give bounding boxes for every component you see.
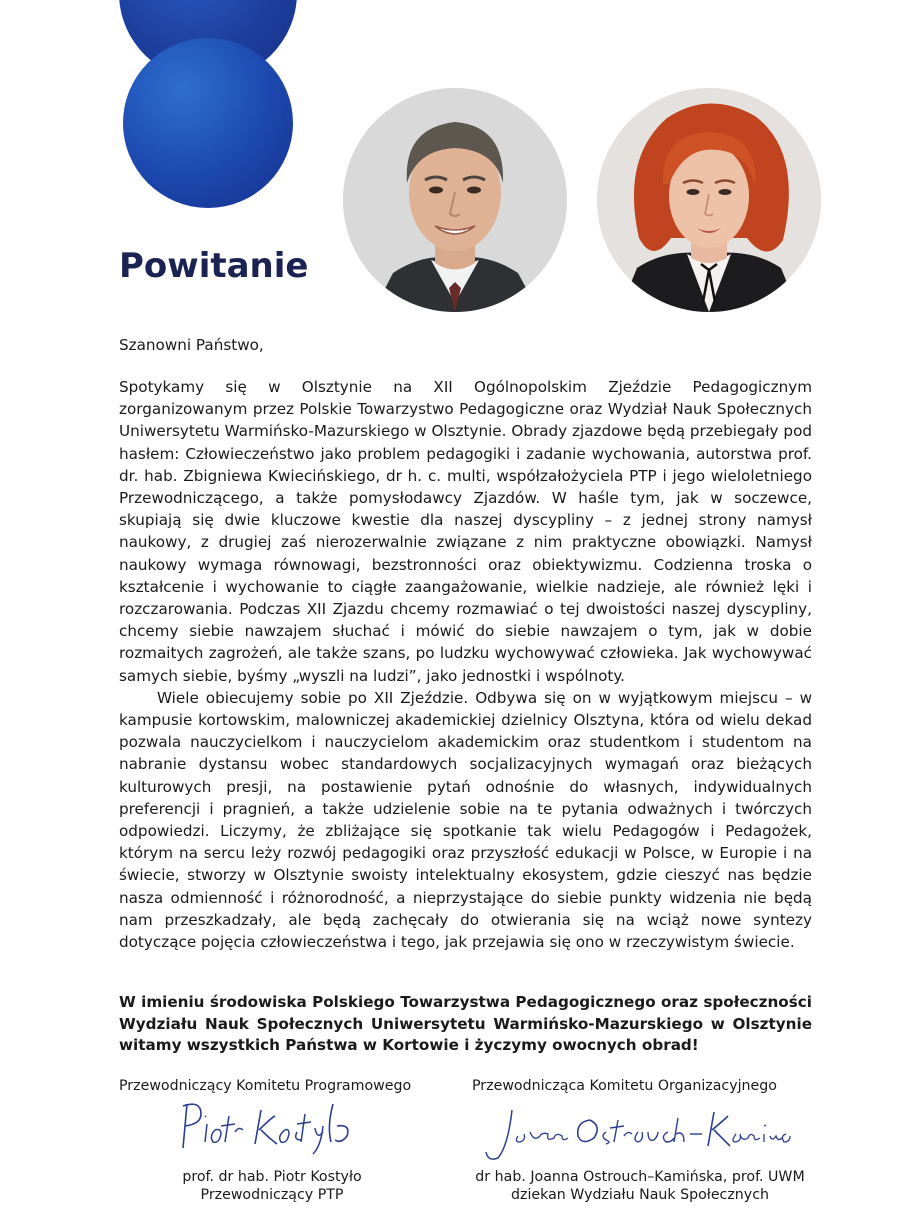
- signatory-title: dziekan Wydziału Nauk Społecznych: [511, 1187, 769, 1203]
- salutation: Szanowni Państwo,: [119, 336, 264, 354]
- signature-piotr-kostylo: [175, 1096, 365, 1162]
- paragraph: Wiele obiecujemy sobie po XII Zjeździe. Odbywa się on w wyjątkowym miejscu – w kampusie kortowskim, malowniczej akademickiej dzielnicy Olsztyna, która od wielu dekad pozwala nauczycielkom i nauczycielom akademickim oraz studentkom i studentom na nabranie dystansu wobec standardowych socjalizacyjnych wymagań oraz bieżących kulturowych presji, na postawienie pytań odnośnie do własnych, indywidualnych preferencji i pragnień, a także udzielenie sobie na te pytania odważnych i twórczych odpowiedzi. Liczymy, że zbliżające się spotkanie tak wielu Pedagogów i Pedagożek, którym na sercu leży rozwój pedagogiki oraz przyszłość edukacji w Polsce, w Europie i na świecie, stworzy w Olsztynie swoisty intelektualny ekosystem, gdzie cieszyć nas będzie nasza odmienność i różnorodność, a nieprzystające do siebie punkty widzenia nie będą nam przeszkadzały, ale będą zachęcały do otwierania się na wciąż nowe syntezy dotyczące pojęcia człowieczeństwa i tego, jak przejawia się ono w rzeczywistym świecie.: [119, 688, 812, 952]
- signatory-role: Przewodnicząca Komitetu Organizacyjnego: [472, 1078, 777, 1094]
- signatory-role: Przewodniczący Komitetu Programowego: [119, 1078, 412, 1094]
- signatory-name: prof. dr hab. Piotr Kostyło: [182, 1169, 362, 1185]
- signatory-title: Przewodniczący PTP: [200, 1187, 344, 1203]
- letter-body: [119, 376, 812, 953]
- paragraph: Spotykamy się w Olsztynie na XII Ogólnopolskim Zjeździe Pedagogicznym zorganizowanym przez Polskie Towarzystwo Pedagogiczne oraz Wydział Nauk Społecznych Uniwersytetu Warmińsko-Mazurskiego w Olsztynie. Obrady zjazdowe będą przebiegały pod hasłem: Człowieczeństwo jako problem pedagogiki i zadanie wychowania, autorstwa prof. dr. hab. Zbigniewa Kwiecińskiego, dr h. c. multi, współzałożyciela PTP i jego wieloletniego Przewodniczącego, a także pomysłodawcy Zjazdów. W haśle tym, jak w soczewce, skupiają się dwie kluczowe kwestie dla naszej dyscypliny – z jednej strony namysł naukowy, z drugiej zaś nierozerwalnie związane z nim praktyczne obowiązki. Namysł naukowy wymaga równowagi, bezstronności oraz obiektywizmu. Codzienna troska o kształcenie i wychowanie to ciągłe zaangażowanie, wielkie nadzieje, ale również lęki i rozczarowania. Podczas XII Zjazdu chcemy rozmawiać o tej dwoistości naszej dyscypliny, chcemy siebie nawzajem słuchać i mówić do siebie nawzajem o tym, jak w dobie rozmaitych zagrożeń, ale także szans, po ludzku wychowywać człowieka. Jak wychowywać samych siebie, byśmy „wyszli na ludzi”, jako jednostki i wspólnoty.: [119, 378, 812, 685]
- signatory-name-block: [440, 1168, 840, 1204]
- decorative-circle-bottom: [123, 38, 293, 208]
- signatory-name: dr hab. Joanna Ostrouch–Kamińska, prof. UWM: [475, 1169, 805, 1185]
- portrait-dean: [597, 88, 821, 312]
- page-title: Powitanie: [119, 246, 309, 286]
- closing-statement: W imieniu środowiska Polskiego Towarzystwa Pedagogicznego oraz społeczności Wydziału Nauk Społecznych Uniwersytetu Warmińsko-Mazurskiego w Olsztynie witamy wszystkich Państwa w Kortowie i życzymy owocnych obrad!: [119, 993, 812, 1054]
- portrait-chairman: [343, 88, 567, 312]
- signatory-name-block: [150, 1168, 394, 1204]
- signature-joanna-ostrouch-kaminska: [478, 1096, 798, 1170]
